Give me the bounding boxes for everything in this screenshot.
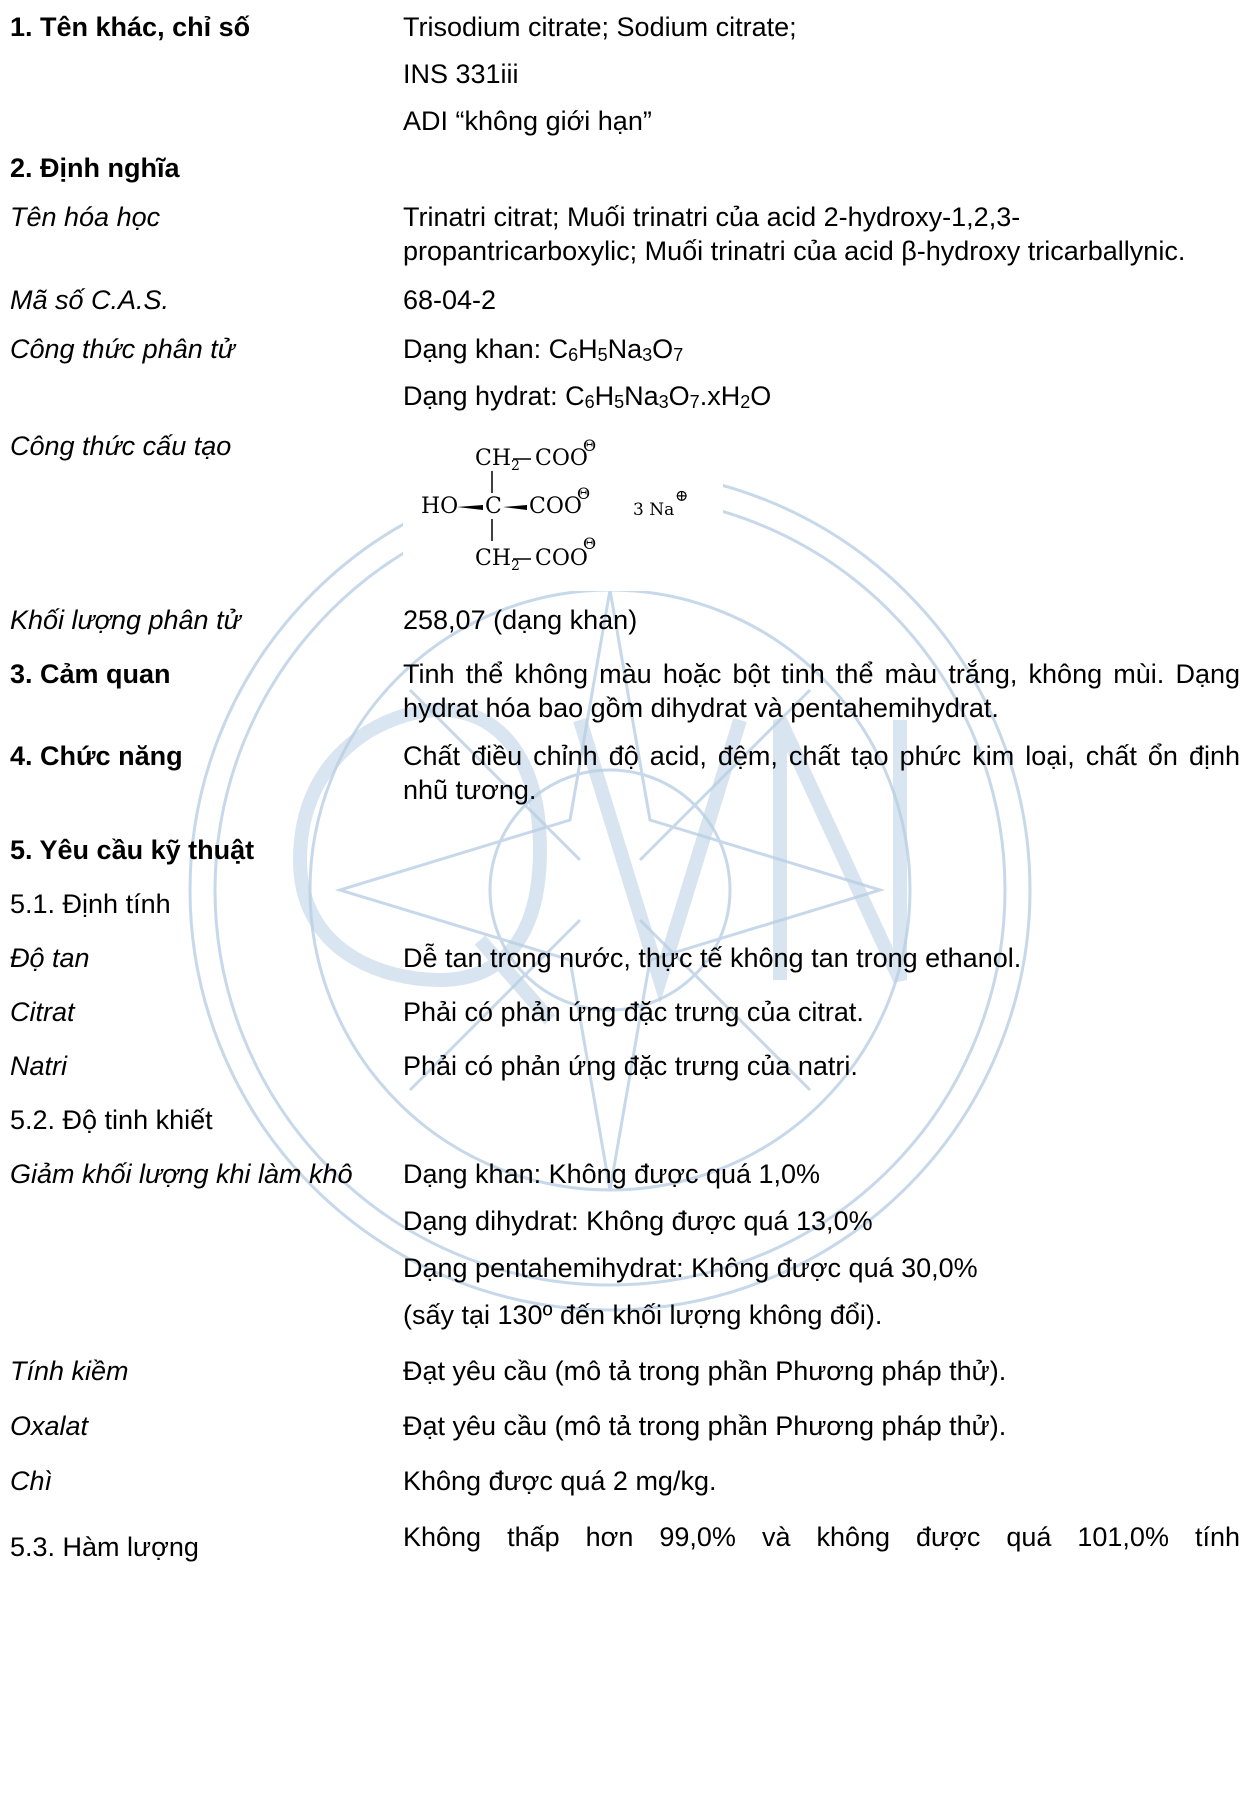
section-title: 4. Chức năng — [10, 741, 183, 771]
formula-hydrate: Dạng hydrat: $C_6H_5Na_3O_7.xH_2O$ — [403, 381, 772, 412]
field-value: Không thấp hơn 99,0% và không được quá 101,0% tính — [403, 1522, 1240, 1552]
svg-text:Θ: Θ — [577, 484, 591, 503]
section-title: 3. Cảm quan — [10, 659, 171, 689]
section-function — [10, 739, 1250, 807]
field-label: Độ tan — [10, 943, 90, 973]
field-label: Tên hóa học — [10, 202, 161, 232]
row-alkalinity — [10, 1354, 1250, 1388]
other-names-line: Trisodium citrate; Sodium citrate; — [403, 12, 797, 42]
subsection-assay — [10, 1520, 1250, 1564]
field-label: Citrat — [10, 997, 75, 1027]
row-chemical-name — [10, 200, 1250, 268]
row-structural-formula — [10, 429, 1250, 591]
field-value: 68-04-2 — [403, 285, 497, 315]
lod-line: Dạng khan: Không được quá 1,0% — [403, 1159, 821, 1189]
field-label: Tính kiềm — [10, 1356, 129, 1386]
svg-text:C: C — [485, 494, 502, 519]
field-value: 258,07 (dạng khan) — [403, 605, 638, 635]
row-molecular-weight — [10, 603, 1250, 637]
section-technical-requirements — [10, 833, 1250, 867]
section-sensory — [10, 657, 1250, 725]
subsection-purity — [10, 1103, 1250, 1137]
section-title: 1. Tên khác, chỉ số — [10, 12, 251, 42]
field-value: Không được quá 2 mg/kg. — [403, 1466, 717, 1496]
lod-line: Dạng pentahemihydrat: Không được quá 30,0% — [403, 1253, 978, 1283]
formula-prefix: Dạng hydrat: — [403, 381, 566, 411]
subsection-title: 5.2. Độ tinh khiết — [10, 1105, 213, 1135]
structural-formula-image — [403, 431, 723, 591]
svg-text:HO: HO — [421, 494, 459, 519]
lod-line: Dạng dihydrat: Không được quá 13,0% — [403, 1206, 873, 1236]
field-label: Khối lượng phân tử — [10, 605, 241, 635]
field-value: Trinatri citrat; Muối trinatri của acid 2-hydroxy-1,2,3-propantricarboxylic; Muối trinatri của acid β-hydroxy tricarballynic. — [403, 202, 1186, 266]
svg-text:Θ: Θ — [583, 534, 597, 553]
svg-text:⊕: ⊕ — [675, 486, 689, 505]
field-label: Công thức cấu tạo — [10, 431, 232, 461]
section-value: Chất điều chỉnh độ acid, đệm, chất tạo phức kim loại, chất ổn định nhũ tương. — [403, 741, 1240, 805]
svg-text:CH2: $CH_2$ — [475, 546, 520, 574]
subsection-identification — [10, 887, 1250, 921]
field-value — [403, 1157, 1250, 1332]
row-solubility — [10, 941, 1250, 975]
section-definition — [10, 151, 1250, 185]
row-sodium — [10, 1049, 1250, 1083]
row-oxalate — [10, 1409, 1250, 1443]
row-lead — [10, 1464, 1250, 1498]
field-label: Natri — [10, 1051, 68, 1081]
subsection-title: 5.3. Hàm lượng — [10, 1532, 199, 1562]
field-label: Giảm khối lượng khi làm khô — [10, 1159, 353, 1189]
document-body — [10, 0, 1250, 1564]
field-label: Oxalat — [10, 1411, 89, 1441]
row-cas — [10, 283, 1250, 317]
section-title: 5. Yêu cầu kỹ thuật — [10, 835, 255, 865]
svg-text:CH2: $CH_2$ — [475, 446, 520, 474]
row-molecular-formula — [10, 332, 1250, 413]
section-value: Tinh thể không màu hoặc bột tinh thể màu trắng, không mùi. Dạng hydrat hóa bao gồm dihydrat và pentahemihydrat. — [403, 659, 1240, 723]
formula-prefix: Dạng khan: — [403, 334, 549, 364]
row-citrate — [10, 995, 1250, 1029]
lod-line: (sấy tại 130º đến khối lượng không đổi). — [403, 1300, 883, 1330]
ins-line: INS 331iii — [403, 59, 519, 89]
section-title: 2. Định nghĩa — [10, 153, 180, 183]
section-value — [403, 10, 1250, 138]
field-value: Đạt yêu cầu (mô tả trong phần Phương pháp thử). — [403, 1411, 1007, 1441]
svg-text:Θ: Θ — [583, 436, 597, 455]
svg-text:COO: COO — [529, 494, 582, 519]
field-value: Phải có phản ứng đặc trưng của citrat. — [403, 997, 864, 1027]
row-loss-on-drying — [10, 1157, 1250, 1332]
svg-text:COO: COO — [535, 546, 588, 571]
section-other-names — [10, 10, 1250, 138]
field-value — [403, 332, 1250, 413]
svg-text:COO: COO — [535, 446, 588, 471]
svg-text:3 Na: 3 Na — [633, 500, 675, 520]
field-value: Phải có phản ứng đặc trưng của natri. — [403, 1051, 858, 1081]
field-value: Đạt yêu cầu (mô tả trong phần Phương pháp thử). — [403, 1356, 1007, 1386]
adi-line: ADI “không giới hạn” — [403, 106, 652, 136]
field-label: Công thức phân tử — [10, 334, 235, 364]
formula-anhydrous: Dạng khan: $C_6H_5Na_3O_7$ — [403, 334, 684, 365]
field-label: Mã số C.A.S. — [10, 285, 170, 315]
subsection-title: 5.1. Định tính — [10, 889, 171, 919]
field-value — [403, 429, 1250, 591]
field-label: Chì — [10, 1466, 53, 1496]
field-value: Dễ tan trong nước, thực tế không tan trong ethanol. — [403, 943, 1022, 973]
